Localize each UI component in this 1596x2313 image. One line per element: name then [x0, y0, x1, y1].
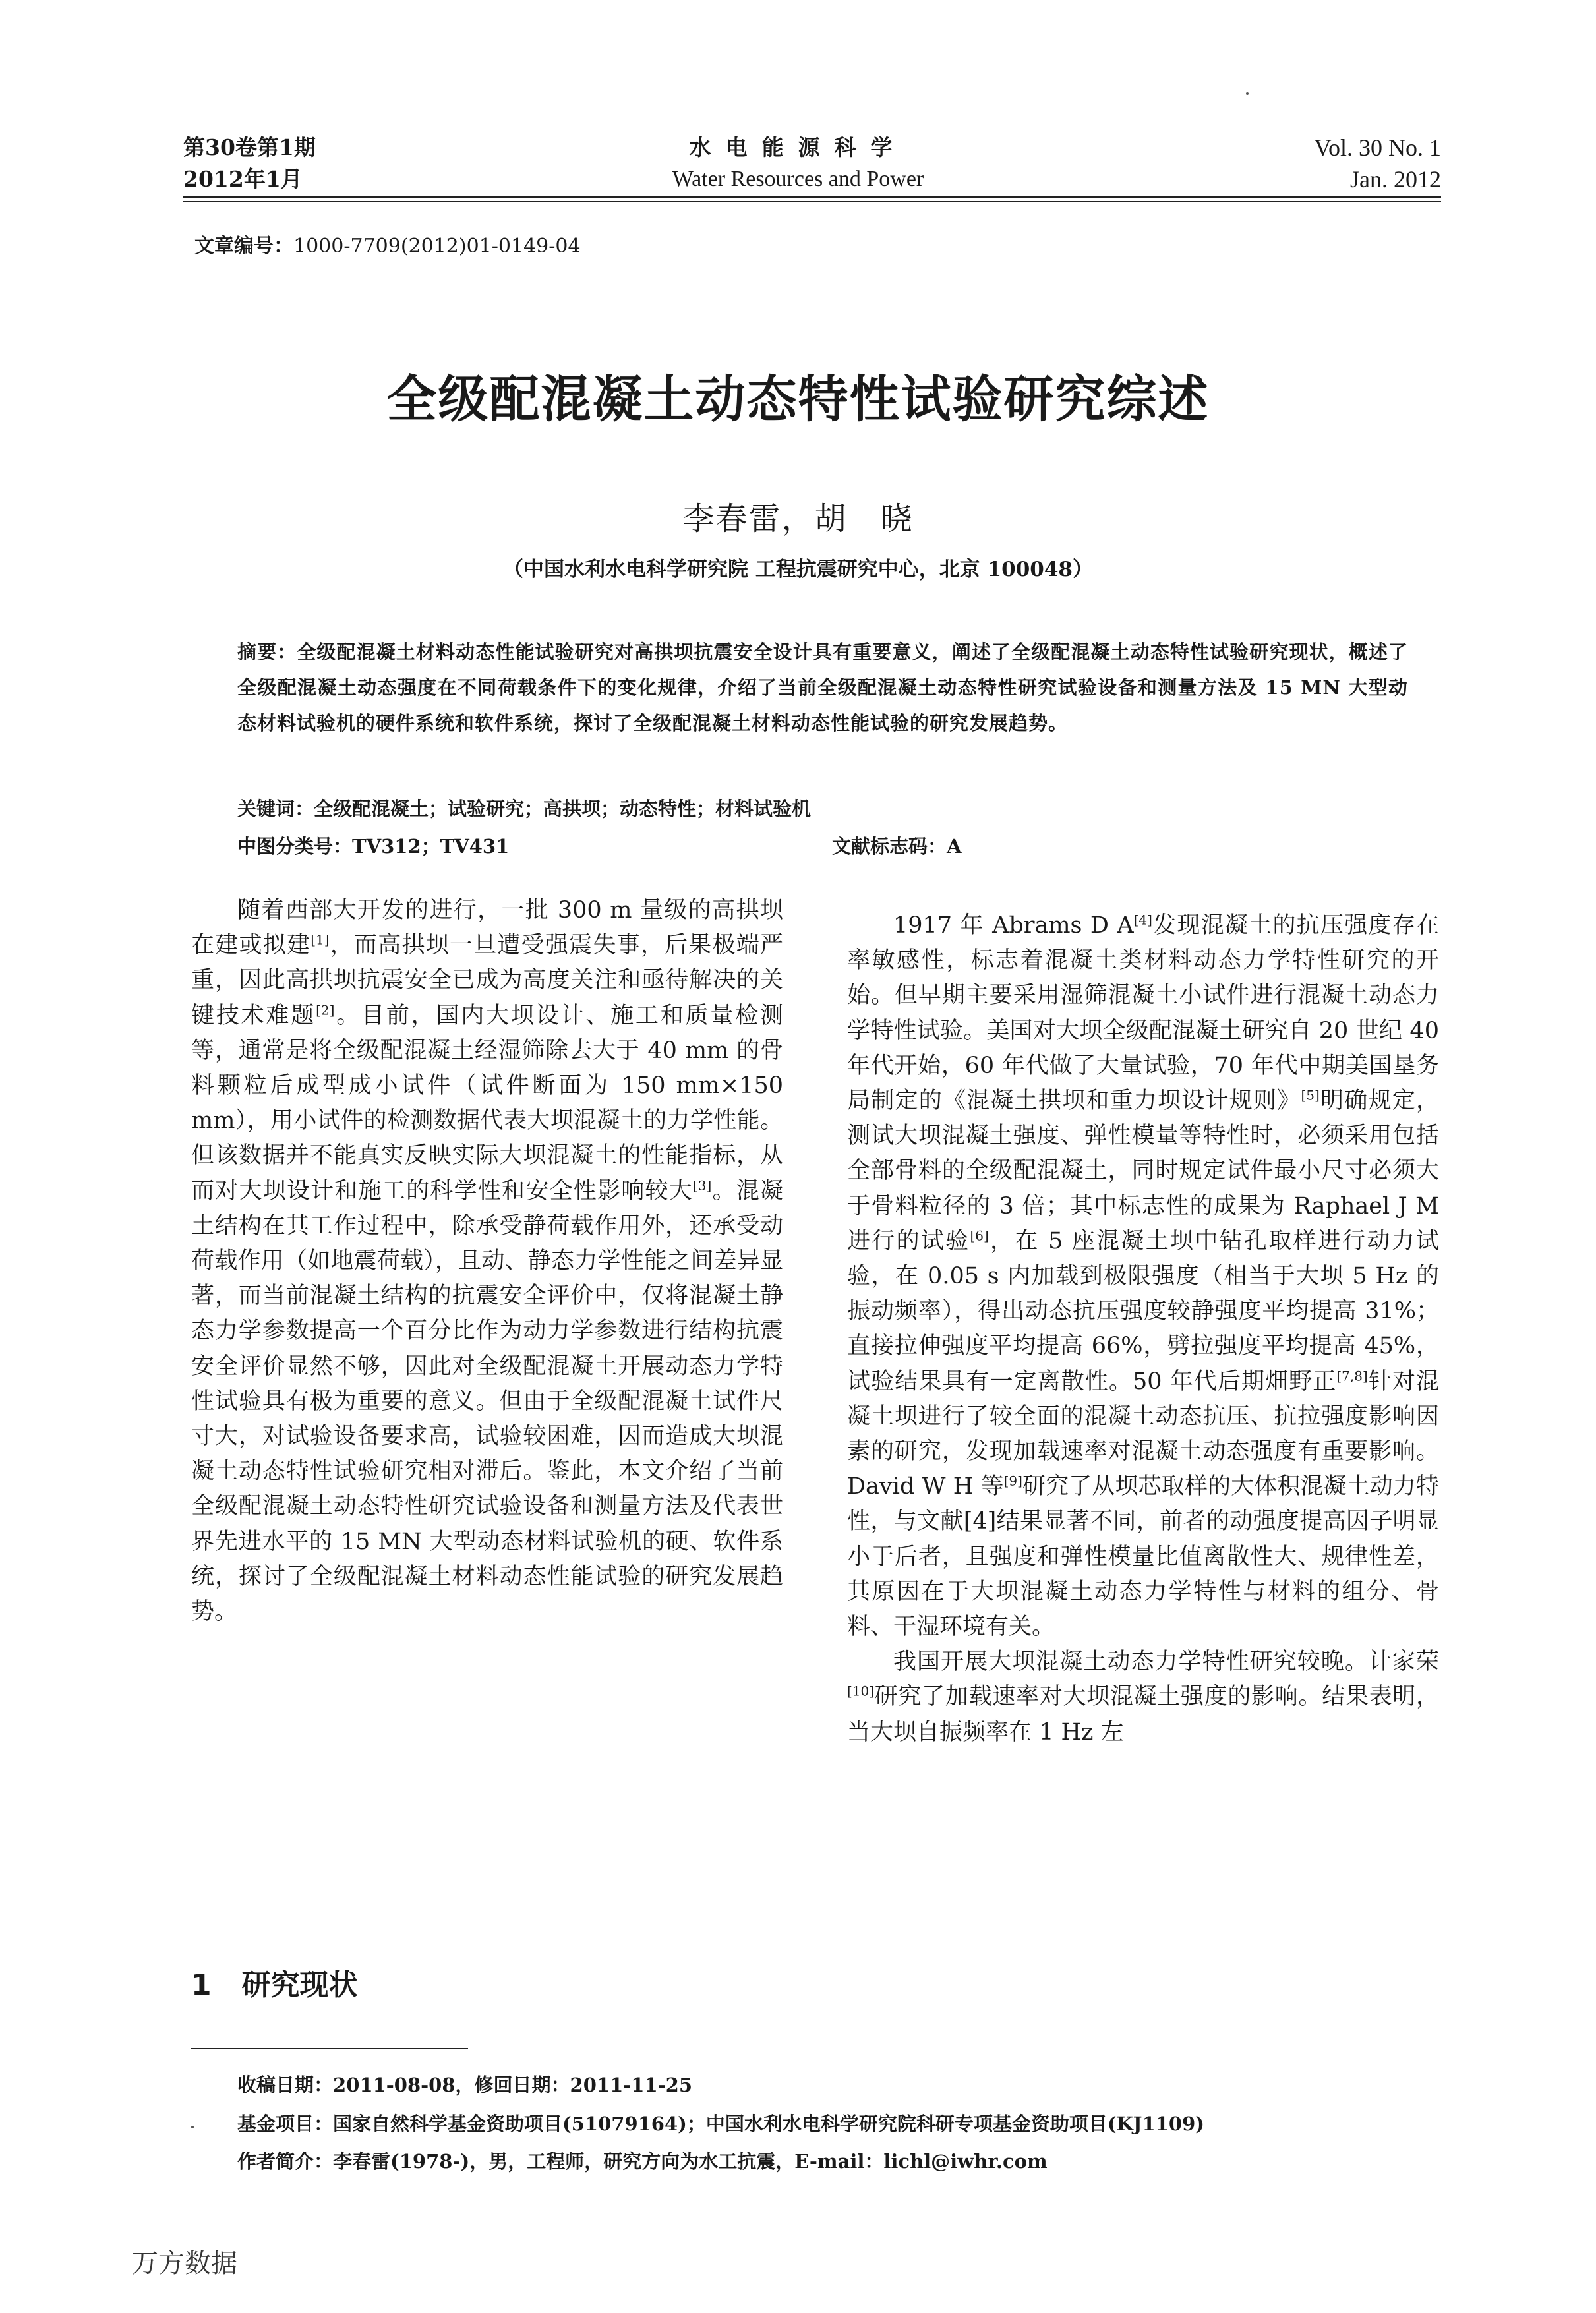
footnote-rule	[191, 2048, 468, 2049]
abstract	[237, 634, 1408, 741]
article-number-label: 文章编号：	[194, 235, 293, 258]
abstract-text: 全级配混凝土材料动态性能试验研究对高拱坝抗震安全设计具有重要意义，阐述了全级配混凝土动态特性试验研究现状，概述了全级配混凝土动态强度在不同荷载条件下的变化规律，介绍了当前全级配混凝土动态特性研究试验设备和测量方法及 15 MN 大型动态材料试验机的硬件系统和软件系统，探讨了全级配混凝土材料动态性能试验的研究发展趋势。	[237, 641, 1408, 734]
footnote-author	[237, 2148, 1444, 2175]
body-paragraph	[847, 1645, 1439, 1750]
document-code-label: 文献标志码：	[832, 835, 947, 858]
body-paragraph	[847, 908, 1439, 1645]
fund-label: 基金项目：	[237, 2113, 334, 2135]
paper-title: 全级配混凝土动态特性试验研究综述	[386, 370, 1210, 428]
citation: [5]	[1301, 1087, 1320, 1103]
body-text: ，在 5 座混凝土坝中钻孔取样进行动力试验，在 0.05 s 内加载到极限强度（相当于大坝 5 Hz 的振动频率），得出动态抗压强度较静强度平均提高 31%；直接拉伸强度平均提高 66%，劈拉强度平均提高 45%，试验结果具有一定离散性。50 年代后期畑野正	[847, 1227, 1439, 1395]
citation: [2]	[316, 1001, 335, 1018]
scan-speck	[191, 2126, 194, 2128]
issue-date: 2012年1月	[183, 166, 303, 192]
classification-label: 中图分类号：	[237, 835, 353, 858]
body-text: 研究了从坝芯取样的大体积混凝土动力特性，与文献[4]结果显著不同，前者的动强度提高因子明显小于后者，且强度和弹性模量比值离散性大、规律性差，其原因在于大坝混凝土动态力学特性与材料的组分、骨料、干湿环境有关。	[847, 1473, 1439, 1641]
fund-text: 国家自然科学基金资助项目(51079164)；中国水利水电科学研究院科研专项基金资助项目(KJ1109)	[333, 2113, 1204, 2135]
body-text: ，而高拱坝一旦遭受强震失事，后果极端严重，因此高拱坝抗震安全已成为高度关注和亟待解决的关键技术难题	[191, 932, 783, 1029]
section-heading	[191, 1961, 358, 2003]
journal-name-en: Water Resources and Power	[672, 167, 924, 191]
body-text: 我国开展大坝混凝土动态力学特性研究较晚。计家荣	[893, 1649, 1439, 1676]
issue-date-en: Jan. 2012	[1350, 166, 1441, 192]
citation: [6]	[970, 1227, 989, 1244]
author-text: 李春雷(1978-)，男，工程师，研究方向为水工抗震，E-mail：lichl@iwhr.com	[333, 2150, 1048, 2173]
citation: [9]	[1003, 1473, 1022, 1489]
citation: [10]	[847, 1683, 875, 1699]
author-affiliation: （中国水利水电科学研究院 工程抗震研究中心，北京 100048）	[502, 558, 1093, 581]
revised-date: 2011-11-25	[570, 2074, 693, 2096]
document-code-text: A	[947, 835, 962, 858]
volume-issue: 第30卷第1期	[183, 134, 316, 160]
body-text: 。混凝土结构在其工作过程中，除承受静荷载作用外，还承受动荷载作用（如地震荷载），且动、静态力学性能之间差异显著，而当前混凝土结构的抗震安全评价中，仅将混凝土静态力学参数提高一个百分比作为动力学参数进行结构抗震安全评价显然不够，因此对全级配混凝土开展动态力学特性试验具有极为重要的意义。但由于全级配混凝土试件尺寸大，对试验设备要求高，试验较困难，因而造成大坝混凝土动态特性试验研究相对滞后。鉴此，本文介绍了当前全级配混凝土动态特性研究试验设备和测量方法及代表世界先进水平的 15 MN 大型动态材料试验机的硬、软件系统，探讨了全级配混凝土材料动态性能试验的研究发展趋势。	[191, 1177, 783, 1625]
article-number-value: 1000-7709(2012)01-0149-04	[293, 235, 581, 258]
keywords-text: 全级配混凝土；试验研究；高拱坝；动态特性；材料试验机	[314, 798, 812, 820]
body-text: 针对混凝土坝进行了较全面的混凝土动态抗压、抗拉强度影响因素的研究，发现加载速率对混凝土动态强度有重要影响。David W H 等	[847, 1368, 1439, 1500]
journal-name-zh: 水电能源科学	[689, 134, 907, 160]
article-number	[194, 229, 581, 258]
body-text: 发现混凝土的抗压强度存在率敏感性，标志着混凝土类材料动态力学特性研究的开始。但早期主要采用湿筛混凝土小试件进行混凝土动态力学特性试验。美国对大坝全级配混凝土研究自 20 世纪 40 年代开始，60 年代做了大量试验，70 年代中期美国垦务局制定的《混凝土拱坝和重力坝设计规则》	[847, 912, 1439, 1115]
classification-text: TV312；TV431	[352, 835, 510, 858]
intro-paragraph	[191, 893, 783, 1629]
header-rule-thin	[183, 201, 1441, 202]
citation: [3]	[692, 1177, 712, 1193]
citation: [7,8]	[1336, 1367, 1368, 1384]
volume-issue-en: Vol. 30 No. 1	[1314, 134, 1441, 161]
abstract-label: 摘要：	[237, 641, 297, 663]
citation: [4]	[1133, 912, 1152, 928]
left-column	[191, 893, 783, 1629]
citation: [1]	[310, 931, 330, 948]
body-text: 明确规定，测试大坝混凝土强度、弹性模量等特性时，必须采用包括全部骨料的全级配混凝土，同时规定试件最小尺寸必须大于骨料粒径的 3 倍；其中标志性的成果为 Raphael J M 进行的试验	[847, 1088, 1439, 1254]
body-text: 1917 年 Abrams D A	[893, 912, 1134, 939]
author-label: 作者简介：	[237, 2150, 334, 2173]
classification-number	[237, 832, 509, 859]
body-text: 随着西部大开发的进行，一批 300 m 量级的高拱坝在建或拟建	[191, 897, 783, 959]
paper-authors: 李春雷，胡 晓	[682, 500, 914, 537]
header-rule	[183, 196, 1441, 198]
right-column	[847, 908, 1439, 1750]
received-label: 收稿日期：	[237, 2074, 334, 2096]
section-number: 1	[191, 1968, 212, 2002]
received-date: 2011-08-08，	[333, 2074, 475, 2096]
footnote-fund	[237, 2110, 1444, 2138]
document-code	[832, 832, 962, 859]
keywords-label: 关键词：	[237, 798, 314, 820]
section-title: 研究现状	[241, 1968, 358, 2002]
revised-label: 修回日期：	[474, 2074, 570, 2096]
body-text: 。目前，国内大坝设计、施工和质量检测等，通常是将全级配混凝土经湿筛除去大于 40 mm 的骨料颗粒后成型成小试件（试件断面为 150 mm×150 mm），用小试件的检测数据代表大坝混凝土的力学性能。但该数据并不能真实反映实际大坝混凝土的性能指标，从而对大坝设计和施工的科学性和安全性影响较大	[191, 1002, 783, 1204]
footnote-dates	[237, 2071, 1444, 2099]
keywords	[237, 791, 1408, 827]
body-text: 研究了加载速率对大坝混凝土强度的影响。结果表明，当大坝自振频率在 1 Hz 左	[847, 1684, 1439, 1745]
journal-volume-issue-en	[1315, 132, 1441, 195]
database-watermark: 万方数据	[132, 2248, 237, 2279]
scan-speck	[1246, 92, 1249, 95]
